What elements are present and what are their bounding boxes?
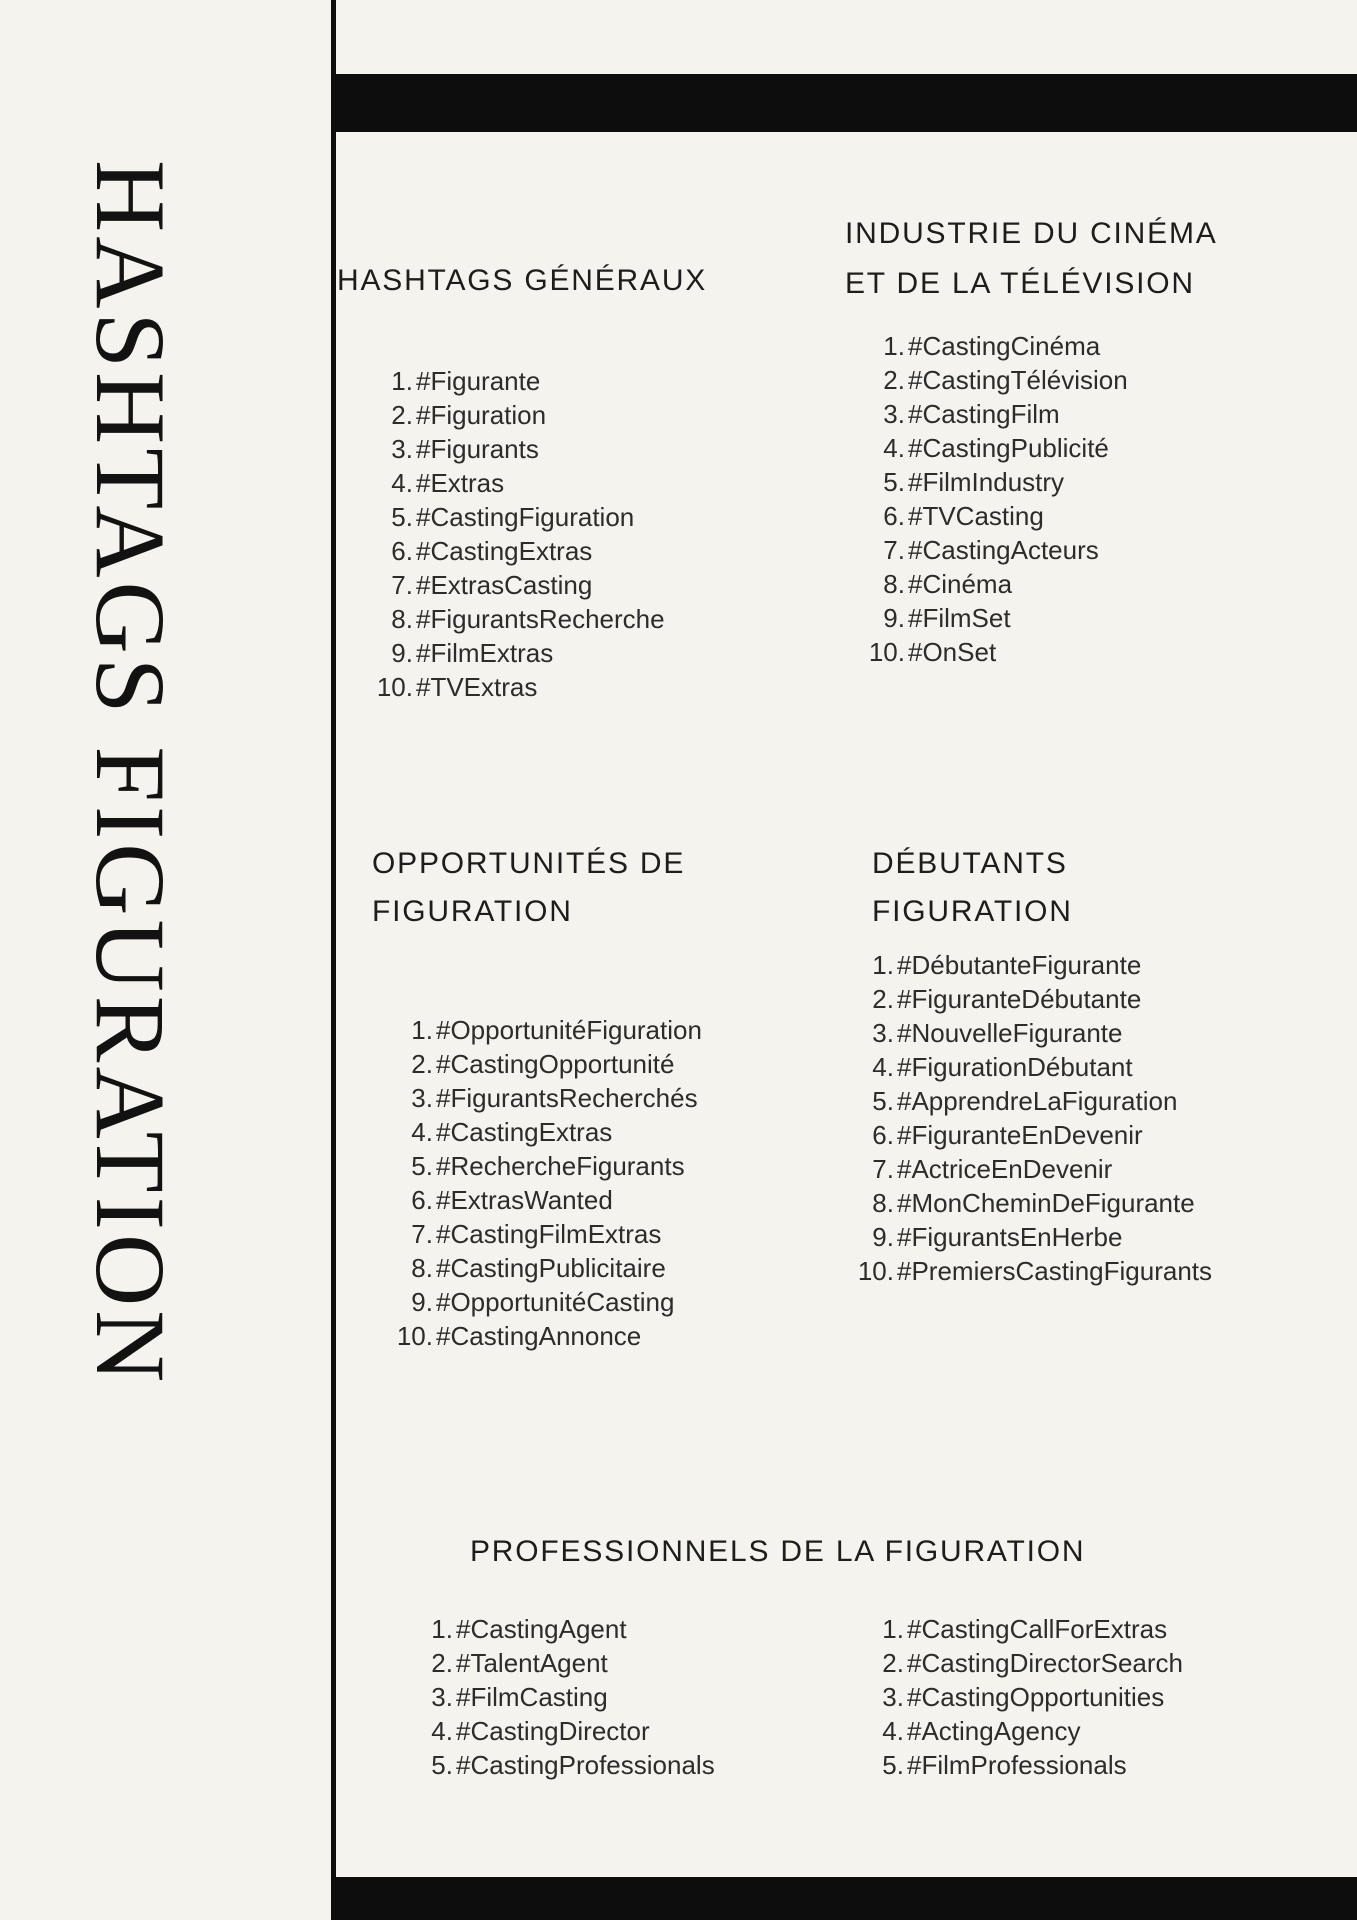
- top-black-bar: [336, 74, 1357, 132]
- section-title-opportunities-line2: FIGURATION: [372, 895, 573, 928]
- hashtag-item: #FigurantsEnHerbe: [897, 1222, 1123, 1252]
- hashtag-list-professionals-col2: [842, 1612, 1183, 1782]
- section-title-industry: [845, 209, 1218, 309]
- section-title-beginners: [872, 840, 1073, 936]
- section-title-opportunities-line1: OPPORTUNITÉS DE: [372, 847, 686, 880]
- hashtag-item: #CastingAnnonce: [436, 1321, 642, 1351]
- hashtag-item: #NouvelleFigurante: [897, 1018, 1123, 1048]
- section-title-industry-line1: INDUSTRIE DU CINÉMA: [845, 217, 1218, 250]
- hashtag-item: #CastingDirector: [456, 1716, 650, 1746]
- section-title-opportunities: [372, 840, 685, 936]
- hashtag-item: #PremiersCastingFigurants: [897, 1256, 1213, 1286]
- hashtag-item: #ActriceEnDevenir: [897, 1154, 1113, 1184]
- bottom-black-bar: [336, 1877, 1357, 1920]
- hashtag-item: #CastingFiguration: [416, 502, 635, 532]
- hashtag-list-industry: [843, 329, 1128, 669]
- hashtag-item: #Figuration: [416, 400, 547, 430]
- hashtag-item: #FiguranteDébutante: [897, 984, 1142, 1014]
- hashtag-item: #OpportunitéFiguration: [436, 1015, 702, 1045]
- hashtag-item: #TVCasting: [908, 501, 1044, 531]
- hashtag-list-beginners: [832, 948, 1212, 1288]
- hashtag-item: #CastingOpportunities: [907, 1682, 1165, 1712]
- hashtag-item: #CastingFilm: [908, 399, 1060, 429]
- hashtag-item: #CastingTélévision: [908, 365, 1128, 395]
- hashtag-item: #CastingPublicité: [908, 433, 1109, 463]
- hashtag-item: #Cinéma: [908, 569, 1013, 599]
- section-title-beginners-line1: DÉBUTANTS: [872, 847, 1068, 880]
- hashtag-item: #FiguranteEnDevenir: [897, 1120, 1143, 1150]
- hashtag-item: #FigurantsRecherche: [416, 604, 665, 634]
- hashtag-item: #RechercheFigurants: [436, 1151, 685, 1181]
- hashtag-item: #TVExtras: [416, 672, 538, 702]
- hashtag-list-opportunities: [357, 1013, 702, 1353]
- hashtag-item: #OpportunitéCasting: [436, 1287, 675, 1317]
- hashtag-item: #DébutanteFigurante: [897, 950, 1142, 980]
- section-title-general: HASHTAGS GÉNÉRAUX: [337, 264, 708, 297]
- section-title-industry-line2: ET DE LA TÉLÉVISION: [845, 267, 1195, 300]
- hashtag-item: #Figurants: [416, 434, 539, 464]
- hashtag-item: #FilmProfessionals: [907, 1750, 1127, 1780]
- hashtag-item: #CastingPublicitaire: [436, 1253, 666, 1283]
- hashtag-item: #CastingProfessionals: [456, 1750, 715, 1780]
- hashtag-item: #OnSet: [908, 637, 997, 667]
- section-title-professionals: PROFESSIONNELS DE LA FIGURATION: [470, 1535, 1086, 1568]
- hashtag-list-professionals-col1: [377, 1612, 715, 1782]
- hashtag-item: #FilmExtras: [416, 638, 554, 668]
- hashtag-item: #TalentAgent: [456, 1648, 608, 1678]
- hashtag-item: #CastingAgent: [456, 1614, 627, 1644]
- hashtag-item: #Figurante: [416, 366, 541, 396]
- hashtag-item: #CastingActeurs: [908, 535, 1099, 565]
- hashtag-item: #ActingAgency: [907, 1716, 1081, 1746]
- hashtag-item: #CastingFilmExtras: [436, 1219, 662, 1249]
- hashtag-item: #FigurationDébutant: [897, 1052, 1133, 1082]
- hashtag-item: #FilmIndustry: [908, 467, 1065, 497]
- hashtag-item: #ExtrasCasting: [416, 570, 593, 600]
- vertical-divider: [331, 0, 336, 1920]
- hashtag-item: #CastingExtras: [436, 1117, 613, 1147]
- hashtag-item: #Extras: [416, 468, 505, 498]
- hashtag-item: #CastingExtras: [416, 536, 593, 566]
- hashtag-item: #FilmCasting: [456, 1682, 608, 1712]
- vertical-page-title: HASHTAGS FIGURATION: [75, 160, 186, 1387]
- hashtag-item: #ExtrasWanted: [436, 1185, 613, 1215]
- hashtag-item: #FigurantsRecherchés: [436, 1083, 698, 1113]
- hashtag-item: #CastingCallForExtras: [907, 1614, 1168, 1644]
- hashtag-list-general: [337, 364, 665, 704]
- hashtag-item: #FilmSet: [908, 603, 1011, 633]
- hashtag-item: #ApprendreLaFiguration: [897, 1086, 1178, 1116]
- hashtag-item: #MonCheminDeFigurante: [897, 1188, 1195, 1218]
- hashtag-item: #CastingDirectorSearch: [907, 1648, 1184, 1678]
- hashtag-item: #CastingOpportunité: [436, 1049, 675, 1079]
- hashtag-item: #CastingCinéma: [908, 331, 1101, 361]
- section-title-beginners-line2: FIGURATION: [872, 895, 1073, 928]
